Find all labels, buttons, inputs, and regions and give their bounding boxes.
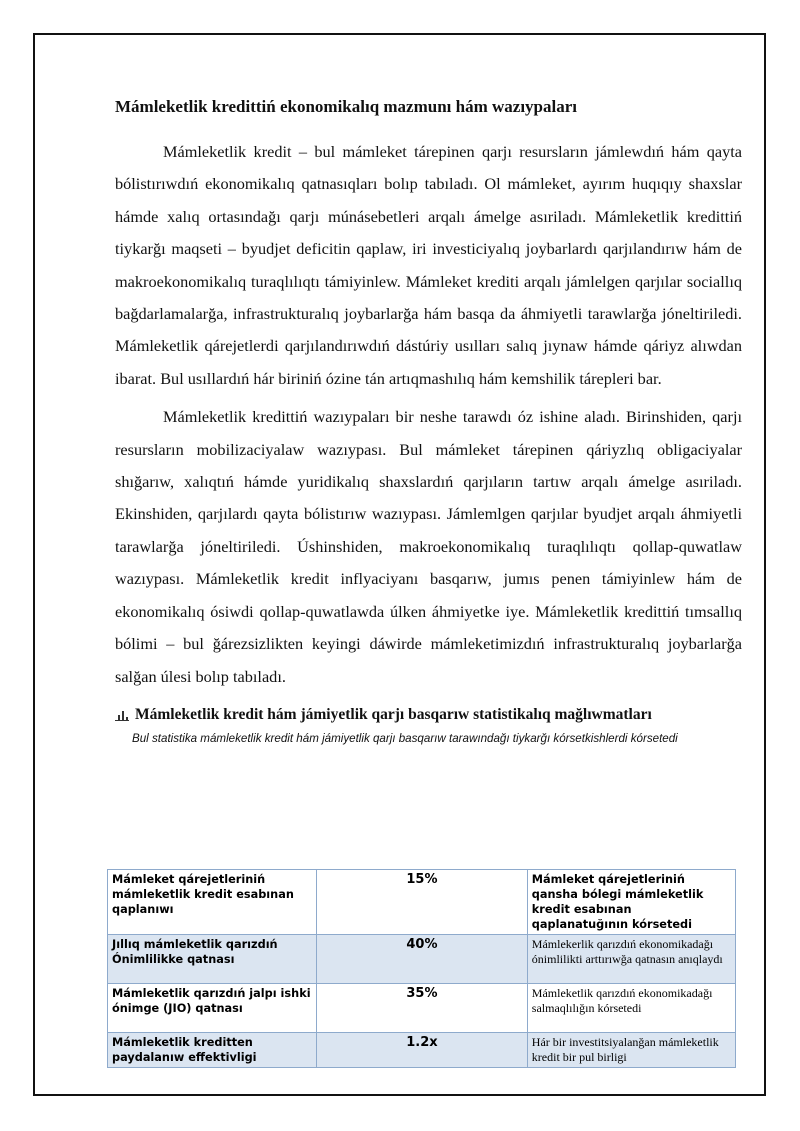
stats-caption: Bul statistika mámleketlik kredit hám jámiyetlik qarjı basqarıw tarawındağı tiykarğı kórsetkishlerdi kórsetedi <box>132 731 678 745</box>
row-value: 40% <box>317 935 528 984</box>
row-label: Mámleketlik qarızdıń jalpı ishki ónimge (JIO) qatnası <box>108 984 317 1033</box>
row-value: 1.2x <box>317 1033 528 1068</box>
row-label: Mámleketlik kreditten paydalanıw effektivligi <box>108 1033 317 1068</box>
row-value: 35% <box>317 984 528 1033</box>
document-body <box>115 96 742 751</box>
table-row <box>108 870 736 935</box>
table-row <box>108 935 736 984</box>
stats-heading <box>115 705 742 725</box>
document-title: Mámleketlik kredittiń ekonomikalıq mazmunı hám wazıypaları <box>115 97 578 116</box>
bar-chart-icon <box>115 708 129 721</box>
stats-table <box>107 869 736 1068</box>
paragraph-2: Mámleketlik kredittiń wazıypaları bir neshe tarawdı óz ishine aladı. Birinshiden, qarjı resursların mobilizaciyalaw wazıypası. Bul mámleket tárepinen qáriyzlıq obligaciyalar shığarıw, xalıqtıń hámde yuridikalıq shaxslardıń qarjıların tartıw arqalı ámelge asıriladı. Ekinshiden, qarjılardı qayta bólistırıw wazıypası. Jámlemlgen qarjılar byudjet arqalı áhmiyetli tarawlarğa jóneltiriledi. Úshinshiden, makroekonomikalıq turaqlılıqtı qollap-quwatlaw wazıypası. Mámleketlik kredit inflyaciyanı basqarıw, jumıs penen támiyinlew hám de ekonomikalıq ósiwdi qollap-quwatlawda úlken áhmiyetke iye. Mámleketlik kredittiń tımsallıq bólimi – bul ğárezsizlikten keyingi dáwirde mámleketimizdıń infrastrukturalıq joybarlarğa salğan úlesi bolıp tabıladı. <box>115 407 742 686</box>
row-label: Mámleket qárejetleriniń mámleketlik kredit esabınan qaplanıwı <box>108 870 317 935</box>
row-value: 15% <box>317 870 528 935</box>
table-row <box>108 1033 736 1068</box>
row-description: Mámlekerlik qarızdıń ekonomikadağı ónimlilikti arttırıwğa qatnasın anıqlaydı <box>527 935 735 984</box>
row-description: Mámleketlik qarızdıń ekonomikadağı salmaqlılığın kórsetedi <box>527 984 735 1033</box>
row-description: Hár bir investitsiyalanğan mámleketlik kredit bir pul birligi <box>527 1033 735 1068</box>
stats-heading-text: Mámleketlik kredit hám jámiyetlik qarjı basqarıw statistikalıq mağlıwmatları <box>135 705 652 723</box>
paragraph-1: Mámleketlik kredit – bul mámleket tárepinen qarjı resursların jámlewdıń hám qayta bólistırıwdıń ekonomikalıq qatnasıqları bolıp tabıladı. Ol mámleket, ayırım huqıqıy shaxslar hámde xalıq ortasındağı qarjı múnásebetleri arqalı ámelge asıriladı. Mámleketlik kredittiń tiykarğı maqseti – byudjet deficitin qaplaw, iri investiciyalıq joybarlardı qarjılandırıw hám de makroekonomikalıq turaqlılıqtı támiyinlew. Mámleket krediti arqalı jámlelgen qarjılar sociallıq bağdarlamalarğa, infrastrukturalıq joybarlarğa hám basqa da áhmiyetli tarawlarğa jóneltiriledi. Mámleketlik qárejetlerdi qarjılandırıwdıń dástúriy usılları salıq jıynaw hámde qáriyz alıwdan ibarat. Bul usıllardıń hár biriniń ózine tán artıqmashılıq hám kemshilik tárepleri bar. <box>115 142 742 388</box>
row-label: Jıllıq mámleketlik qarızdıń Ónimlilikke qatnası <box>108 935 317 984</box>
table-row <box>108 984 736 1033</box>
row-description: Mámleket qárejetleriniń qansha bólegi mámleketlik kredit esabınan qaplanatuğının kórsetedi <box>527 870 735 935</box>
